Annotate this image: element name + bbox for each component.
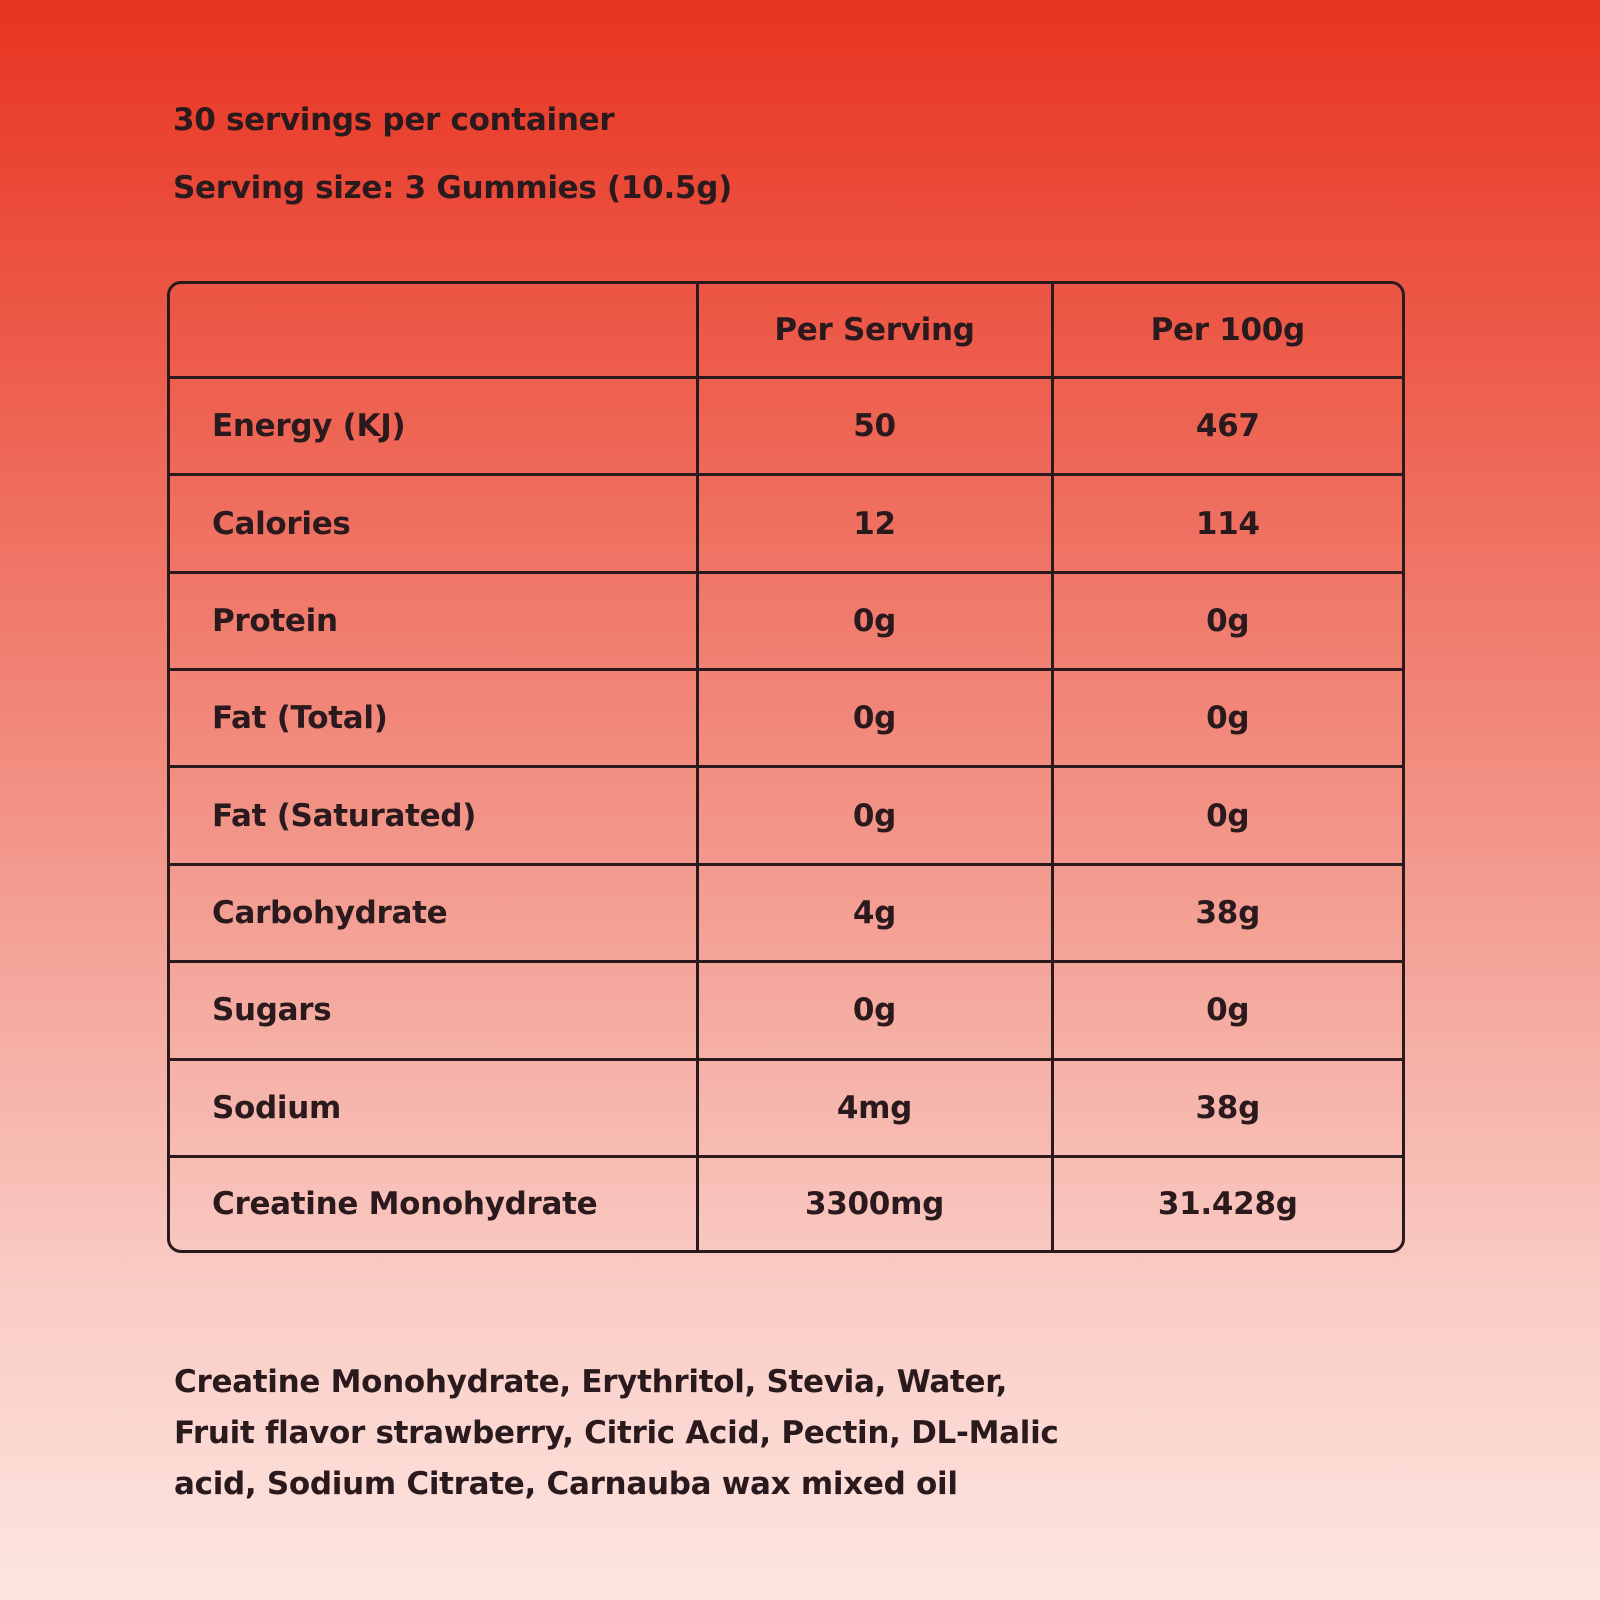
per-serving-value: 0g bbox=[697, 767, 1052, 864]
table-row bbox=[170, 1059, 1402, 1156]
per-serving-value: 4g bbox=[697, 864, 1052, 961]
per-serving-value: 3300mg bbox=[697, 1156, 1052, 1250]
per-100g-value: 114 bbox=[1052, 475, 1402, 572]
table-row bbox=[170, 475, 1402, 572]
per-100g-value: 31.428g bbox=[1052, 1156, 1402, 1250]
per-serving-value: 50 bbox=[697, 378, 1052, 475]
per-100g-value: 38g bbox=[1052, 864, 1402, 961]
nutrient-label: Fat (Saturated) bbox=[170, 767, 697, 864]
per-serving-value: 0g bbox=[697, 670, 1052, 767]
table-row bbox=[170, 767, 1402, 864]
table-row bbox=[170, 378, 1402, 475]
nutrient-label: Protein bbox=[170, 572, 697, 669]
column-header-nutrient bbox=[170, 284, 697, 378]
per-serving-value: 12 bbox=[697, 475, 1052, 572]
column-header-per-100g: Per 100g bbox=[1052, 284, 1402, 378]
per-serving-value: 0g bbox=[697, 962, 1052, 1059]
ingredients-line: Creatine Monohydrate, Erythritol, Stevia, Water, bbox=[174, 1364, 1008, 1400]
nutrient-label: Calories bbox=[170, 475, 697, 572]
nutrient-label: Creatine Monohydrate bbox=[170, 1156, 697, 1250]
per-serving-value: 4mg bbox=[697, 1059, 1052, 1156]
column-header-per-serving: Per Serving bbox=[697, 284, 1052, 378]
per-100g-value: 0g bbox=[1052, 767, 1402, 864]
per-100g-value: 38g bbox=[1052, 1059, 1402, 1156]
ingredients-line: acid, Sodium Citrate, Carnauba wax mixed oil bbox=[174, 1466, 958, 1502]
table-row bbox=[170, 572, 1402, 669]
table-row bbox=[170, 1156, 1402, 1250]
ingredients-line: Fruit flavor strawberry, Citric Acid, Pectin, DL-Malic bbox=[174, 1415, 1059, 1451]
nutrient-label: Fat (Total) bbox=[170, 670, 697, 767]
table-row bbox=[170, 864, 1402, 961]
servings-per-container: 30 servings per container bbox=[173, 102, 615, 138]
nutrient-label: Sodium bbox=[170, 1059, 697, 1156]
serving-info bbox=[173, 100, 732, 208]
nutrient-label: Carbohydrate bbox=[170, 864, 697, 961]
nutrient-label: Sugars bbox=[170, 962, 697, 1059]
per-100g-value: 0g bbox=[1052, 670, 1402, 767]
per-100g-value: 0g bbox=[1052, 962, 1402, 1059]
table-header-row bbox=[170, 284, 1402, 378]
table-row bbox=[170, 670, 1402, 767]
per-serving-value: 0g bbox=[697, 572, 1052, 669]
per-100g-value: 0g bbox=[1052, 572, 1402, 669]
serving-size: Serving size: 3 Gummies (10.5g) bbox=[173, 170, 732, 206]
nutrient-label: Energy (KJ) bbox=[170, 378, 697, 475]
table-row bbox=[170, 962, 1402, 1059]
ingredients-list bbox=[174, 1357, 1174, 1510]
nutrition-table bbox=[167, 281, 1405, 1253]
per-100g-value: 467 bbox=[1052, 378, 1402, 475]
